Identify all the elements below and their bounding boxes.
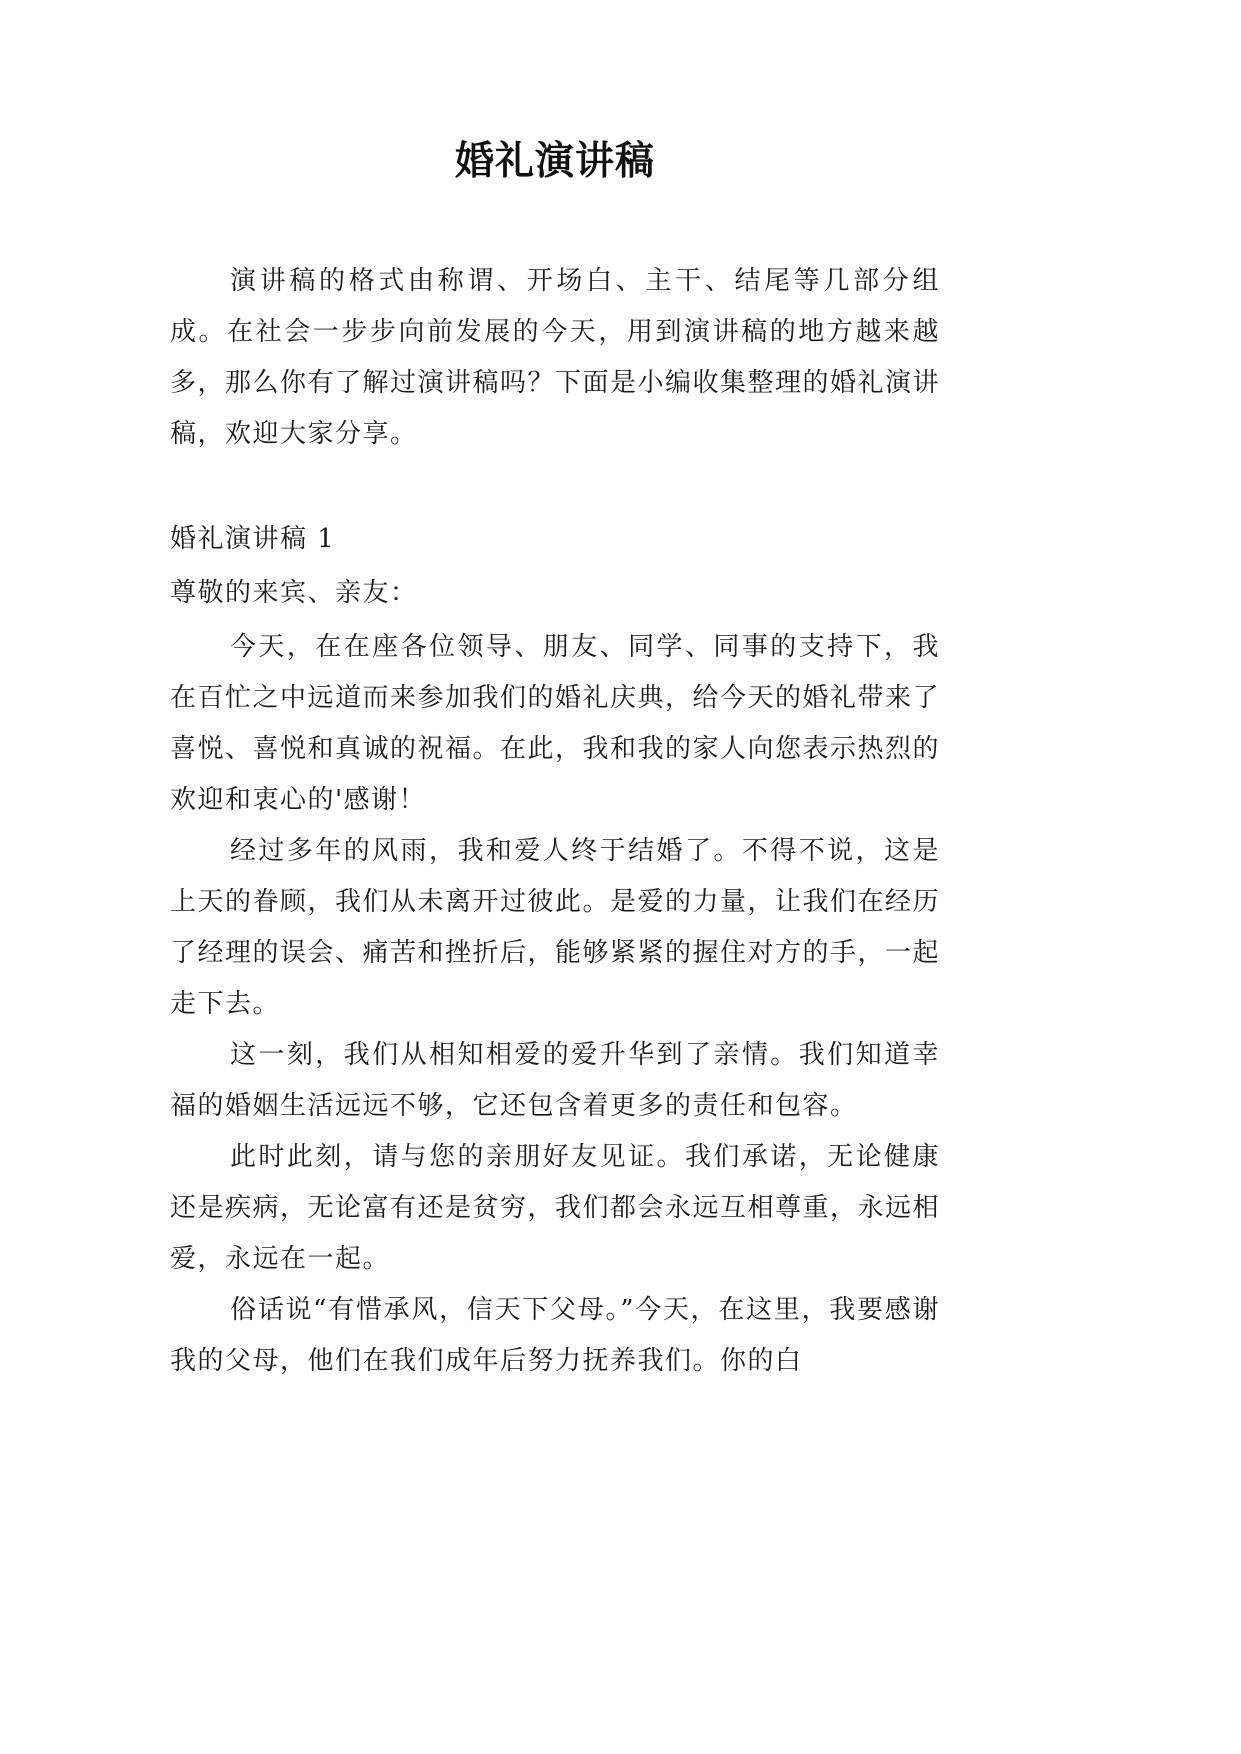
speech-paragraph: 今天，在在座各位领导、朋友、同学、同事的支持下，我在百忙之中远道而来参加我们的婚礼庆典，给今天的婚礼带来了喜悦、喜悦和真诚的祝福。在此，我和我的家人向您表示热烈的欢迎和衷心的'感谢！ [170, 632, 941, 815]
section-heading: 婚礼演讲稿 1 [170, 524, 336, 554]
page-title: 婚礼演讲稿 [454, 139, 655, 184]
salutation: 尊敬的来宾、亲友： [170, 578, 418, 608]
speech-paragraph: 俗话说“有惜承风，信天下父母。”今天，在这里，我要感谢我的父母，他们在我们成年后努力抚养我们。你的白 [170, 1295, 940, 1376]
speech-paragraph: 这一刻，我们从相知相爱的爱升华到了亲情。我们知道幸福的婚姻生活远远不够，它还包含着更多的责任和包容。 [170, 1040, 940, 1121]
intro-paragraph: 演讲稿的格式由称谓、开场白、主干、结尾等几部分组成。在社会一步步向前发展的今天，用到演讲稿的地方越来越多，那么你有了解过演讲稿吗？下面是小编收集整理的婚礼演讲稿，欢迎大家分享。 [170, 266, 941, 449]
intro-section [170, 256, 940, 460]
speech-paragraph: 此时此刻，请与您的亲朋好友见证。我们承诺，无论健康还是疾病，无论富有还是贫穷，我们都会永远互相尊重，永远相爱，永远在一起。 [170, 1142, 941, 1274]
speech-paragraph: 经过多年的风雨，我和爱人终于结婚了。不得不说，这是上天的眷顾，我们从未离开过彼此。是爱的力量，让我们在经历了经理的误会、痛苦和挫折后，能够紧紧的握住对方的手，一起走下去。 [170, 836, 941, 1019]
speech-body [170, 622, 940, 1387]
